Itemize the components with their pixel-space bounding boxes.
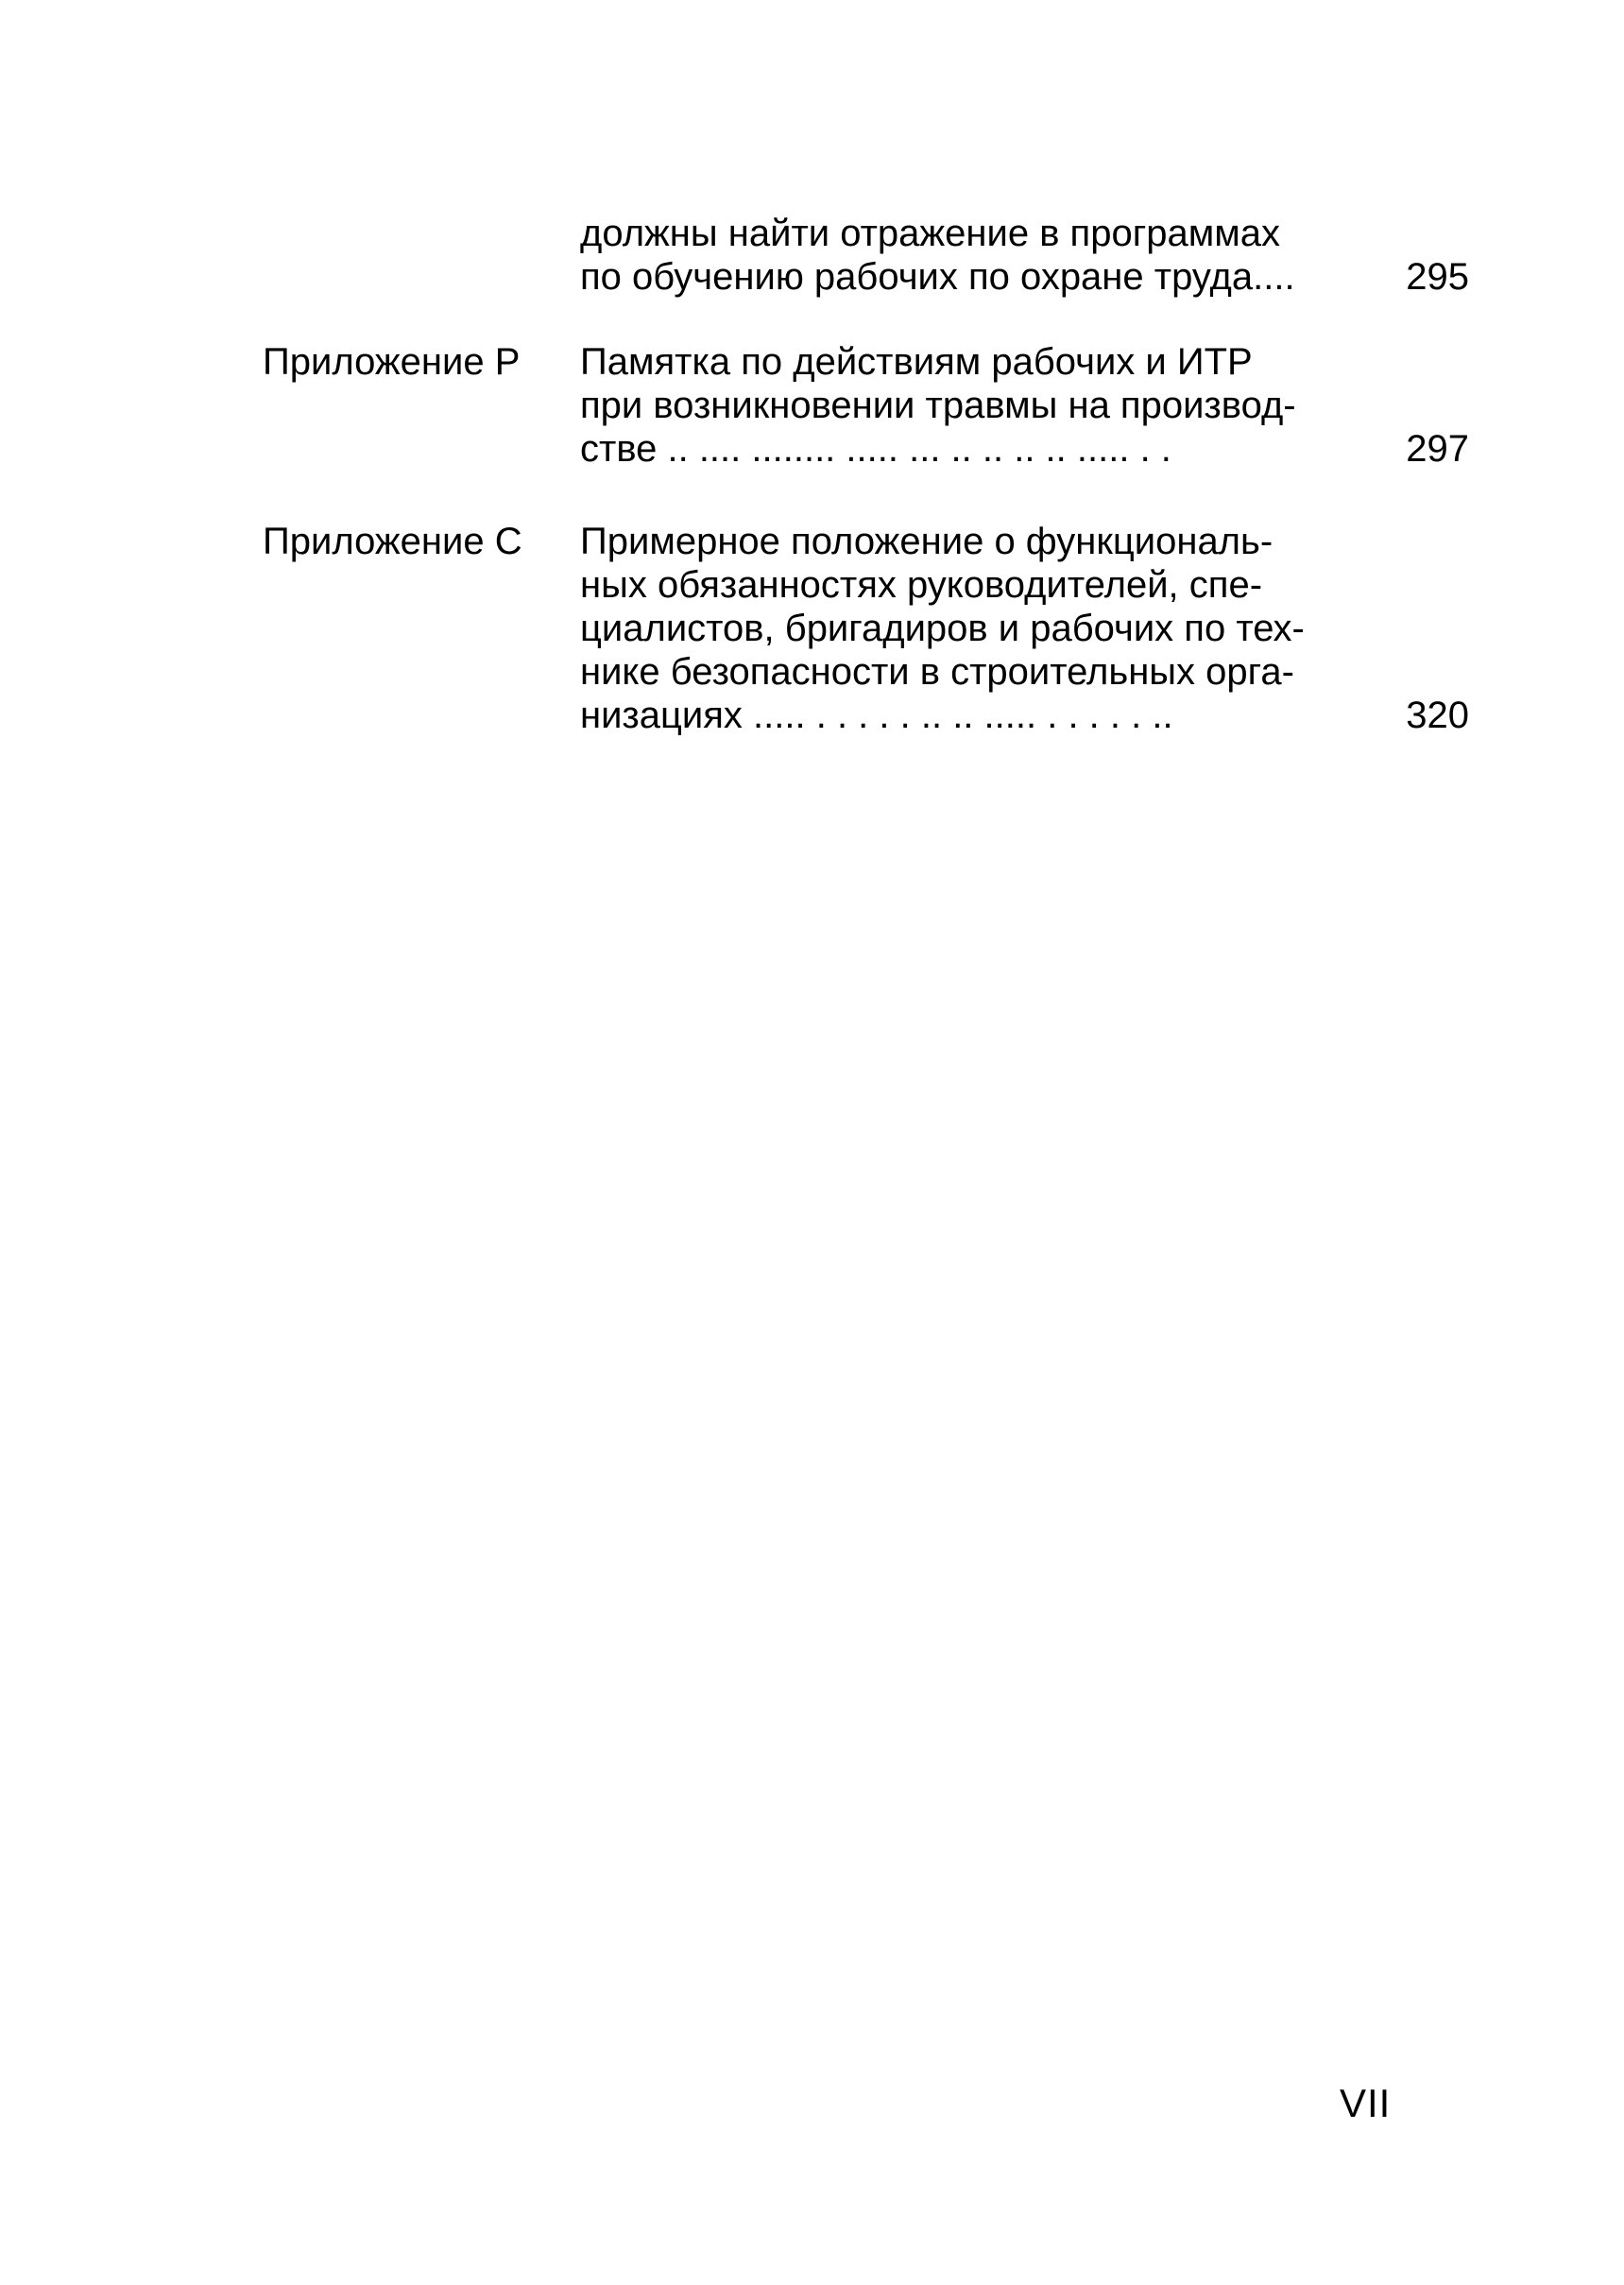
page-folio: VII <box>1340 2081 1392 2125</box>
toc-title-line: при возникновении травмы на производ- <box>580 385 1296 426</box>
toc-title-line: циалистов, бригадиров и рабочих по тех- <box>580 608 1305 649</box>
toc-entry-title <box>580 212 1355 299</box>
toc-title-line: ных обязанностях руководителей, спе- <box>580 564 1263 606</box>
toc-title-line: стве .. .... ........ ..... ... .. .. .. .. ..... . . <box>580 428 1171 470</box>
toc-entry-label: Приложение Р <box>263 341 521 383</box>
toc-title-line: низациях ..... . . . . . .. .. ..... . . . . . .. <box>580 695 1173 736</box>
toc-title-line: Памятка по действиям рабочих и ИТР <box>580 341 1253 383</box>
toc-title-line: нике безопасности в строительных орга- <box>580 651 1294 693</box>
toc-page-number: 297 <box>1406 428 1469 470</box>
toc-page-number: 295 <box>1406 256 1469 298</box>
toc-entry-label: Приложение С <box>263 521 522 562</box>
toc-page-number: 320 <box>1406 695 1469 736</box>
toc-title-line: по обучению рабочих по охране труда.... <box>580 256 1295 298</box>
toc-title-line: Примерное положение о функциональ- <box>580 521 1274 562</box>
toc-entry-title <box>580 520 1355 737</box>
toc-entry-title <box>580 340 1355 471</box>
toc-title-line: должны найти отражение в программах <box>580 213 1281 254</box>
